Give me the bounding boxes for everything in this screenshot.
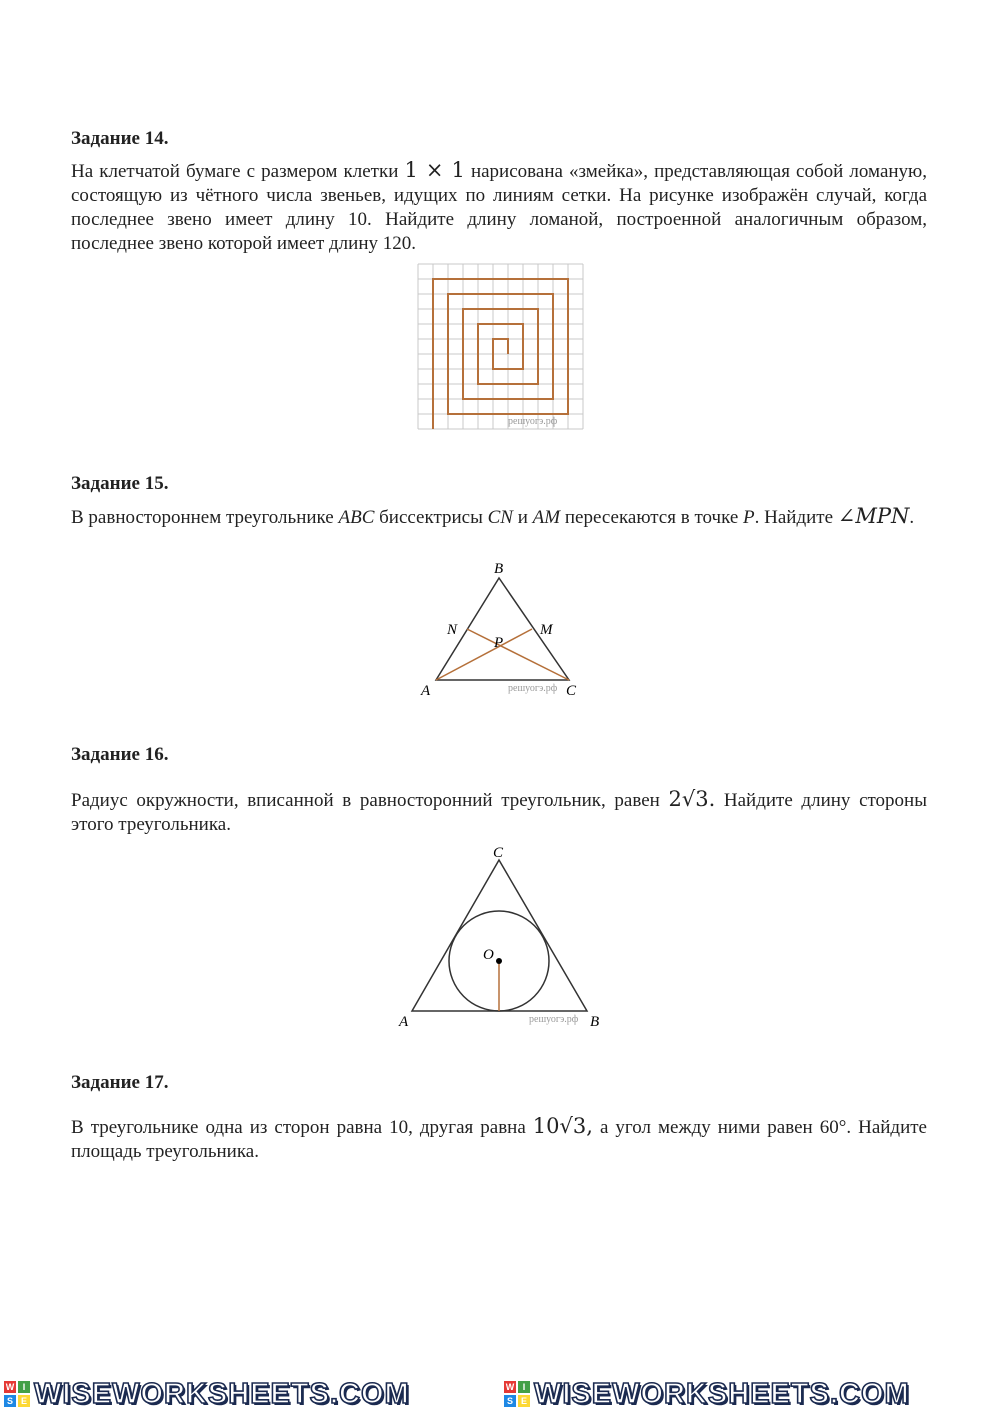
task-14-text: На клетчатой бумаге с размером клетки 1 × 1 нарисована «змейка», представляющая собой ломаную, состоящую из чётного числа звеньев, идущих по линиям сетки. На рисунке изображён случай, когда последнее звено имеет длину 10. Найдите длину ломаной, построенной аналогичным образом, последнее звено которой имеет длину 120. [71, 158, 927, 254]
label-b: B [494, 561, 504, 577]
logo-letter: E [518, 1395, 530, 1407]
grid-size-formula: 1 × 1 [404, 158, 465, 182]
task-15-text: В равностороннем треугольнике ABC биссектрисы CN и AM пересекаются в точке P. Найдите ∠MPN. [71, 504, 915, 528]
task-14-title: Задание 14. [71, 128, 169, 149]
watermark: решуогэ.рф [529, 1014, 579, 1025]
logo-letter: E [18, 1395, 30, 1407]
task-16-title: Задание 16. [71, 744, 169, 765]
snake-grid-figure [416, 262, 586, 432]
logo-icon [504, 1381, 530, 1407]
label-a: A [421, 683, 431, 699]
brand-logo [504, 1377, 910, 1410]
task-17-text: В треугольнике одна из сторон равна 10, другая равна 10√3, а угол между ними равен 60°. Найдите площадь треугольника. [71, 1114, 927, 1162]
watermark: решуогэ.рф [508, 416, 558, 427]
radius-formula: 2√3. [668, 787, 716, 811]
logo-letter: I [18, 1381, 30, 1393]
logo-letter: I [518, 1381, 530, 1393]
task-17-title: Задание 17. [71, 1072, 169, 1093]
brand-text: WISEWORKSHEETS.COM [34, 1377, 410, 1410]
label-m: M [540, 622, 553, 638]
label-n: N [447, 622, 458, 638]
logo-letter: W [505, 1382, 515, 1392]
label-c: C [493, 845, 504, 861]
label-a: A [399, 1014, 409, 1030]
logo-letter: S [4, 1395, 16, 1407]
task-16-text: Радиус окружности, вписанной в равносторонний треугольник, равен 2√3. Найдите длину стороны этого треугольника. [71, 787, 927, 835]
label-o: O [483, 947, 494, 963]
logo-icon [4, 1381, 30, 1407]
label-p: P [494, 635, 504, 651]
center-point [496, 958, 502, 964]
label-c: C [566, 683, 577, 699]
inscribed-circle-figure [395, 840, 610, 1035]
logo-letter: W [5, 1382, 15, 1392]
watermark: решуогэ.рф [508, 683, 558, 694]
footer-branding [0, 1378, 1000, 1413]
triangle-bisectors-figure [415, 558, 590, 703]
brand-logo [4, 1377, 410, 1410]
logo-letter: S [504, 1395, 516, 1407]
side-formula: 10√3, [532, 1114, 593, 1138]
angle-formula: ∠MPN [837, 504, 910, 528]
brand-text: WISEWORKSHEETS.COM [534, 1377, 910, 1410]
label-b: B [590, 1014, 600, 1030]
task-15-title: Задание 15. [71, 473, 169, 494]
